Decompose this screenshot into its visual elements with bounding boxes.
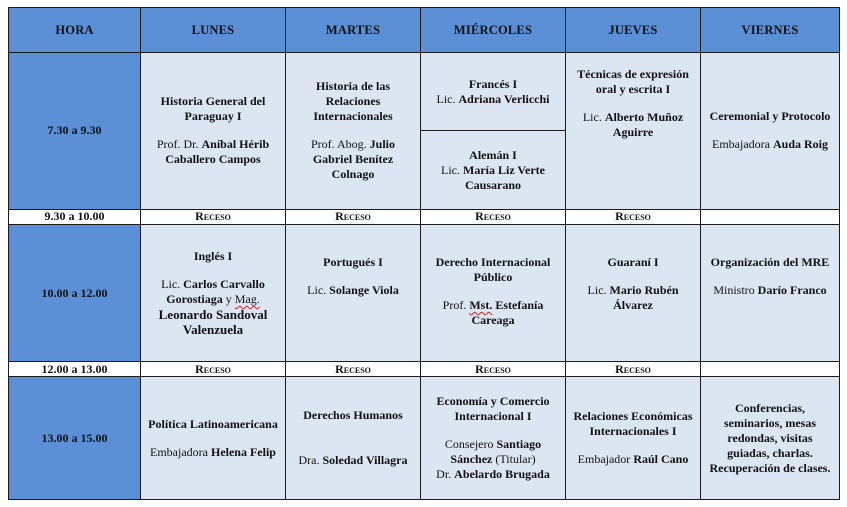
class-subject: Política Latinoamericana [148,416,278,431]
teacher-name: Raúl Cano [633,452,689,467]
teacher-name: María Liz Verte Causarano [463,162,545,192]
class-cell [421,131,566,209]
class-cell [421,224,566,362]
break-empty [701,209,840,224]
header-hora: HORA [9,8,141,53]
class-subject: Derecho Internacional Público [435,254,551,284]
teacher-prefix: Lic. [436,91,459,106]
teacher-name: Estefanía Careaga [471,297,544,327]
class-cell [286,377,421,500]
activities-text: Conferencias, seminarios, mesas redondas, visitas guiadas, charlas. Recuperación de clases. [709,400,831,475]
break-time: 9.30 a 10.00 [9,209,141,224]
class-subject: Organización del MRE [710,254,830,269]
class-cell [701,377,840,500]
class-subject: Derechos Humanos [303,408,403,423]
time-slot-3: 13.00 a 15.00 [9,377,141,500]
class-subject: Historia General del Paraguay I [160,94,266,124]
teacher-name: Julio Gabriel Benítez Colnago [312,137,395,182]
class-subject: Economía y Comercio Internacional I [436,394,550,424]
teacher-title: Mst. [469,297,493,312]
teacher-name: Abelardo Brugada [454,467,550,482]
class-cell [141,377,286,500]
class-cell [701,224,840,362]
teacher-name: Leonardo Sandoval Valenzuela [158,307,268,338]
teacher-name: Darío Franco [757,282,827,297]
teacher-prefix: Lic. [161,277,184,292]
class-cell [566,377,701,500]
header-martes: MARTES [286,8,421,53]
class-subject: Portugués I [323,254,383,269]
teacher-name: Aníbal Hérib Caballero Campos [165,137,270,167]
class-subject: Técnicas de expresión oral y escrita I [577,67,689,97]
break-label: Receso [286,209,421,224]
teacher-prefix: Lic. [441,162,463,177]
break-label: Receso [421,362,566,377]
teacher-prefix: Lic. [307,282,330,297]
teacher-prefix: Lic. [587,282,610,297]
class-cell [286,224,421,362]
break-label: Receso [141,362,286,377]
break-label: Receso [286,362,421,377]
teacher-name: Helena Felip [210,444,276,459]
break-row-1 [9,209,840,224]
schedule-row-3 [9,377,840,500]
break-label: Receso [141,209,286,224]
teacher-name: Solange Viola [329,282,399,297]
teacher-name: Carlos Carvallo Gorostiaga [166,277,265,307]
break-time: 12.00 a 13.00 [9,362,141,377]
teacher-name: Auda Roig [772,137,828,152]
header-jueves: JUEVES [566,8,701,53]
teacher-prefix: Dra. [298,453,323,468]
teacher-name: Adriana Verlicchi [458,91,550,106]
class-subject: Guaraní I [607,254,659,269]
break-label: Receso [566,209,701,224]
teacher-prefix: Embajadora [150,444,211,459]
teacher-name: Soledad Villagra [322,453,408,468]
teacher-prefix: Ministro [713,282,758,297]
header-miercoles: MIÉRCOLES [421,8,566,53]
class-cell [286,53,421,210]
teacher-connector: y [222,292,235,307]
teacher-prefix: Prof. Dr. [156,137,202,152]
teacher-name: Santiago Sánchez [450,437,542,467]
class-subject: Francés I [468,76,518,91]
class-subject: Inglés I [193,249,233,264]
teacher-prefix: Lic. [582,110,605,125]
teacher-name: Alberto Muñoz Aguirre [604,110,684,140]
time-slot-1: 7.30 a 9.30 [9,53,141,210]
teacher-role: (Titular) [492,452,536,467]
break-row-2 [9,362,840,377]
time-slot-2: 10.00 a 12.00 [9,224,141,362]
teacher-line [426,467,560,482]
header-lunes: LUNES [141,8,286,53]
break-empty [701,362,840,377]
class-cell [141,53,286,210]
class-subject: Historia de las Relaciones Internacionales [313,79,393,124]
schedule-row-2 [9,224,840,362]
class-subject: Ceremonial y Protocolo [709,109,831,124]
class-cell [566,224,701,362]
teacher-prefix: Embajadora [712,137,773,152]
teacher-prefix: Embajador [577,452,634,467]
teacher-prefix: Dr. [436,467,455,482]
class-cell [421,53,566,131]
class-cell [141,224,286,362]
class-subject: Alemán I [469,147,517,162]
class-cell [701,53,840,210]
break-label: Receso [566,362,701,377]
class-subject: Relaciones Económicas Internacionales I [573,409,693,439]
teacher-name: Mario Rubén Álvarez [609,282,679,312]
schedule-row-1a [9,53,840,131]
teacher-title: Mag. [234,292,260,307]
class-cell [421,377,566,500]
header-viernes: VIERNES [701,8,840,53]
teacher-prefix: Prof. [442,297,470,312]
class-cell [566,53,701,210]
break-label: Receso [421,209,566,224]
teacher-prefix: Consejero [444,437,497,452]
schedule-table [8,7,840,500]
header-row [9,8,840,53]
teacher-prefix: Prof. Abog. [310,137,370,152]
